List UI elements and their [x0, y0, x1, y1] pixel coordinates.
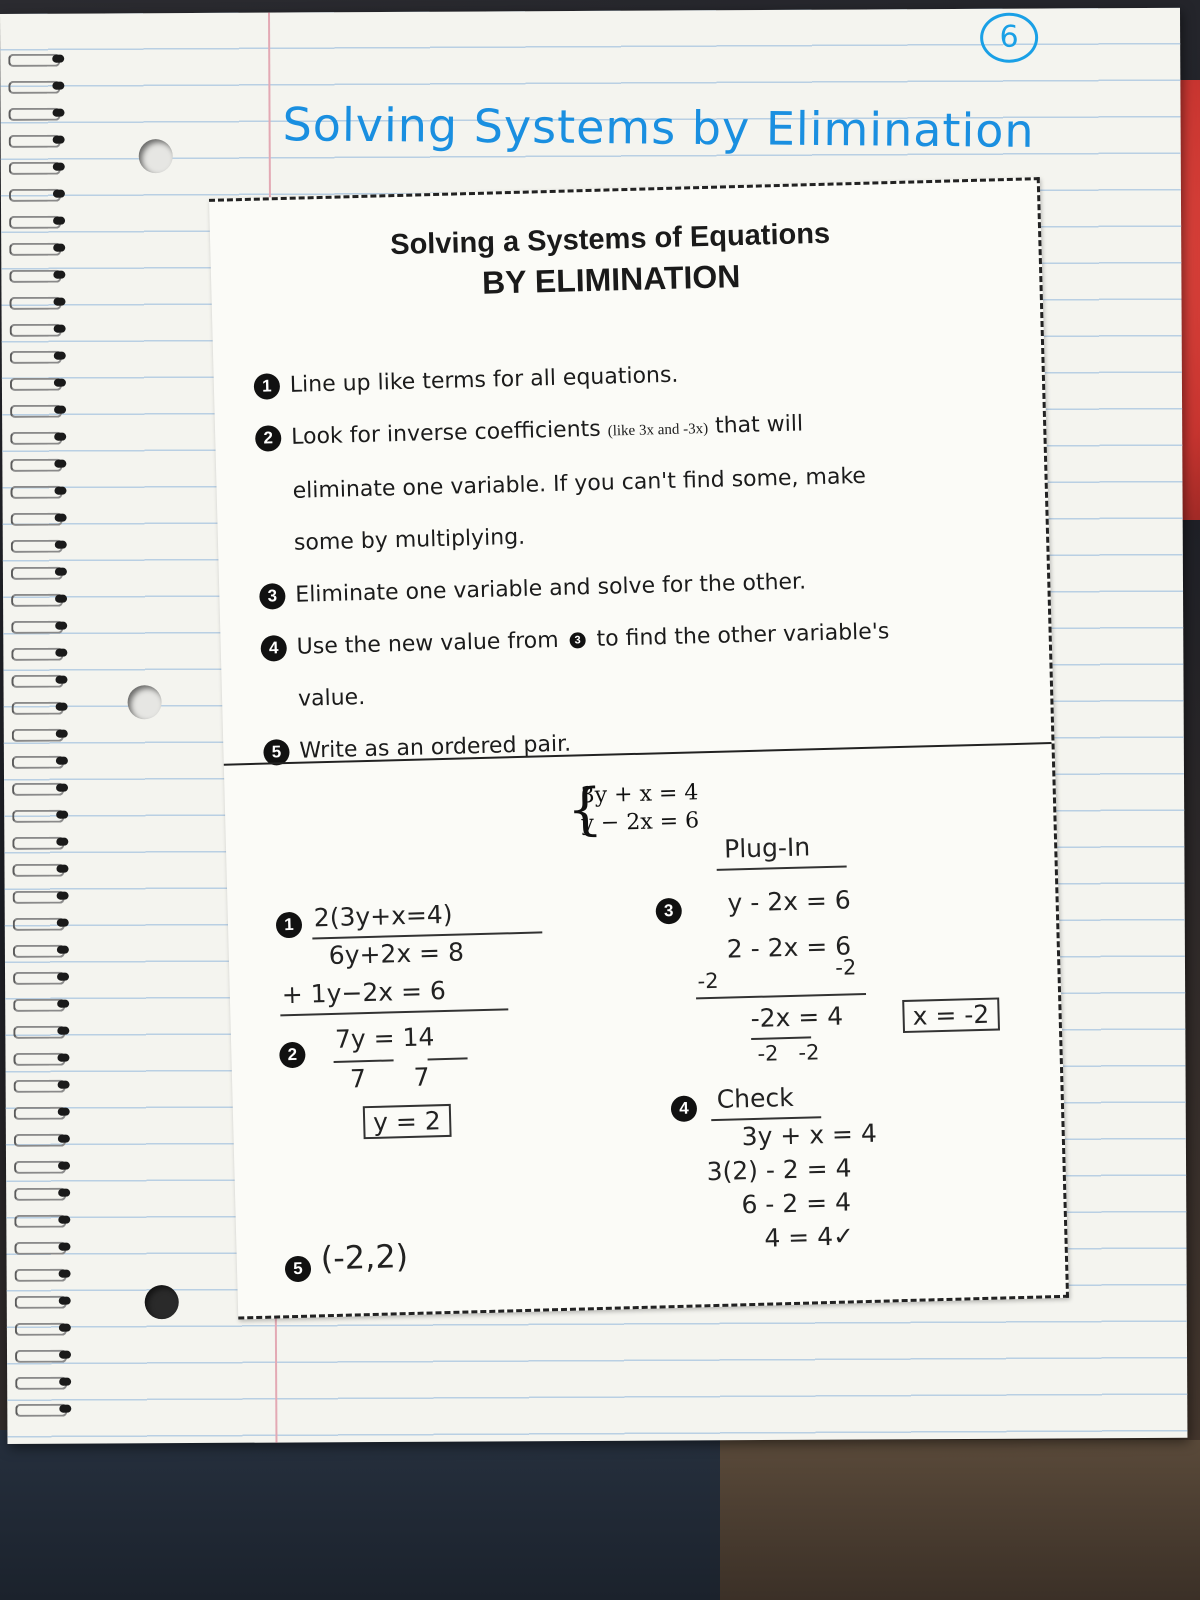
spiral-coil: [14, 1215, 72, 1225]
spiral-coil: [13, 1026, 71, 1036]
work-step-4-line: 4 = 4✓: [763, 1221, 855, 1253]
spiral-coil: [14, 1080, 72, 1090]
spiral-coil: [10, 459, 68, 469]
handout-title: Solving a Systems of Equations: [389, 217, 831, 262]
spiral-coil: [9, 162, 67, 172]
work-step-3-line: -2: [834, 955, 857, 980]
spiral-coil: [9, 270, 67, 280]
notebook-page: [0, 8, 1187, 1444]
work-step-3-line: y - 2x = 6: [727, 885, 852, 918]
step-number: 1: [254, 373, 281, 400]
denim: [0, 1430, 720, 1600]
spiral-coil: [14, 1188, 72, 1198]
work-step-3-line: 2 - 2x = 6: [726, 931, 852, 964]
punch-hole: [128, 685, 162, 719]
step-4-continued: value.: [297, 684, 366, 712]
spiral-coil: [11, 594, 69, 604]
spiral-coil: [9, 135, 67, 145]
step-number: 5: [263, 739, 290, 766]
spiral-coil: [13, 1053, 71, 1063]
handout-subtitle: BY ELIMINATION: [481, 258, 741, 301]
work-step-2-label: 2: [279, 1042, 306, 1069]
equation-system: [566, 776, 700, 843]
underline: [717, 865, 847, 870]
spiral-coil: [13, 945, 71, 955]
spiral-coil: [15, 1350, 73, 1360]
work-step-4-line: 6 - 2 = 4: [741, 1187, 852, 1220]
brace: {: [566, 776, 604, 843]
spiral-coil: [11, 648, 69, 658]
work-step-3-label: 3: [655, 898, 682, 925]
spiral-coil: [10, 432, 68, 442]
spiral-coil: [9, 297, 67, 307]
spiral-coil: [15, 1404, 73, 1414]
spiral-coil: [15, 1323, 73, 1333]
spiral-coil: [8, 54, 66, 64]
spiral-coil: [13, 891, 71, 901]
step-text: Use the new value from: [296, 627, 559, 660]
spiral-coil: [9, 216, 67, 226]
work-step-1-line: 2(3y+x=4): [313, 899, 453, 933]
work-step-5-label: 5: [285, 1256, 312, 1283]
spiral-coil: [12, 702, 70, 712]
equation-1: 3y + x = 4: [580, 780, 699, 809]
spiral-coil: [9, 243, 67, 253]
spiral-coil: [14, 1161, 72, 1171]
spiral-coil: [10, 378, 68, 388]
spiral-coil: [10, 324, 68, 334]
step-text: Look for inverse coefficients: [290, 416, 602, 450]
spiral-coil: [15, 1296, 73, 1306]
steps-list: [253, 341, 1024, 779]
work-step-1-label: 1: [276, 912, 303, 939]
spiral-coil: [12, 783, 70, 793]
underline: [280, 1008, 508, 1016]
spiral-coil: [14, 1107, 72, 1117]
spiral-coil: [14, 1134, 72, 1144]
spiral-coil: [11, 675, 69, 685]
step-number: 4: [260, 635, 287, 662]
work-step-1-line: 6y+2x = 8: [328, 937, 465, 971]
plug-in-header: Plug-In: [723, 832, 811, 864]
spiral-coil: [10, 405, 68, 415]
spiral-coil: [15, 1377, 73, 1387]
spiral-coil: [12, 864, 70, 874]
spiral-coil: [8, 81, 66, 91]
spiral-coil: [11, 540, 69, 550]
carpet: [700, 1440, 1200, 1600]
step-2-continued: eliminate one variable. If you can't find some, make: [292, 463, 867, 504]
spiral-coil: [10, 351, 68, 361]
spiral-coil: [15, 1269, 73, 1279]
work-step-2-line: 7y = 14: [334, 1022, 435, 1054]
work-step-3-line: -2 -2: [757, 1040, 820, 1066]
spiral-coil: [10, 486, 68, 496]
spiral-binding: [8, 54, 75, 1444]
equation-2: y − 2x = 6: [581, 808, 700, 837]
work-step-4-line: 3y + x = 4: [741, 1118, 878, 1152]
spiral-coil: [14, 1242, 72, 1252]
fraction-bar: [428, 1057, 468, 1060]
spiral-coil: [8, 108, 66, 118]
spiral-coil: [13, 972, 71, 982]
fraction-bar: [751, 1036, 811, 1040]
work-step-1-line: + 1y−2x = 6: [281, 975, 447, 1010]
spiral-coil: [12, 756, 70, 766]
notebook-title: Solving Systems by Elimination: [282, 97, 1035, 158]
spiral-coil: [11, 567, 69, 577]
work-step-4-label: 4: [671, 1095, 698, 1122]
step-number: 3: [259, 583, 286, 610]
step-number: 2: [255, 425, 282, 452]
work-step-4-line: 3(2) - 2 = 4: [706, 1153, 852, 1187]
ordered-pair: (-2,2): [320, 1237, 409, 1278]
handout: [209, 177, 1069, 1319]
spiral-coil: [11, 513, 69, 523]
step-text: Write as an ordered pair.: [299, 731, 572, 764]
step-text: Eliminate one variable and solve for the other.: [295, 569, 807, 608]
spiral-coil: [13, 999, 71, 1009]
step-reference: 3: [569, 632, 585, 648]
fraction-bar: [334, 1059, 394, 1063]
work-step-3-line: -2x = 4: [750, 1001, 844, 1034]
answer-x: x = -2: [902, 998, 999, 1034]
step-text: to find the other variable's: [596, 619, 890, 652]
step-text: Line up like terms for all equations.: [289, 362, 679, 398]
punch-hole: [139, 139, 173, 173]
spiral-coil: [12, 729, 70, 739]
spiral-coil: [11, 621, 69, 631]
spiral-coil: [12, 837, 70, 847]
step-text: that will: [714, 411, 804, 439]
underline: [696, 993, 866, 999]
work-step-3-line: -2: [697, 968, 719, 994]
spiral-coil: [12, 810, 70, 820]
punch-hole: [145, 1285, 179, 1319]
step-note: (like 3x and -3x): [607, 420, 709, 440]
spiral-coil: [13, 918, 71, 928]
answer-y: y = 2: [363, 1104, 451, 1139]
work-step-2-line: 7 7: [349, 1062, 430, 1094]
step-2-continued: some by multiplying.: [293, 524, 526, 556]
check-header: Check: [716, 1082, 794, 1114]
spiral-coil: [9, 189, 67, 199]
page-number: 6: [980, 13, 1038, 63]
